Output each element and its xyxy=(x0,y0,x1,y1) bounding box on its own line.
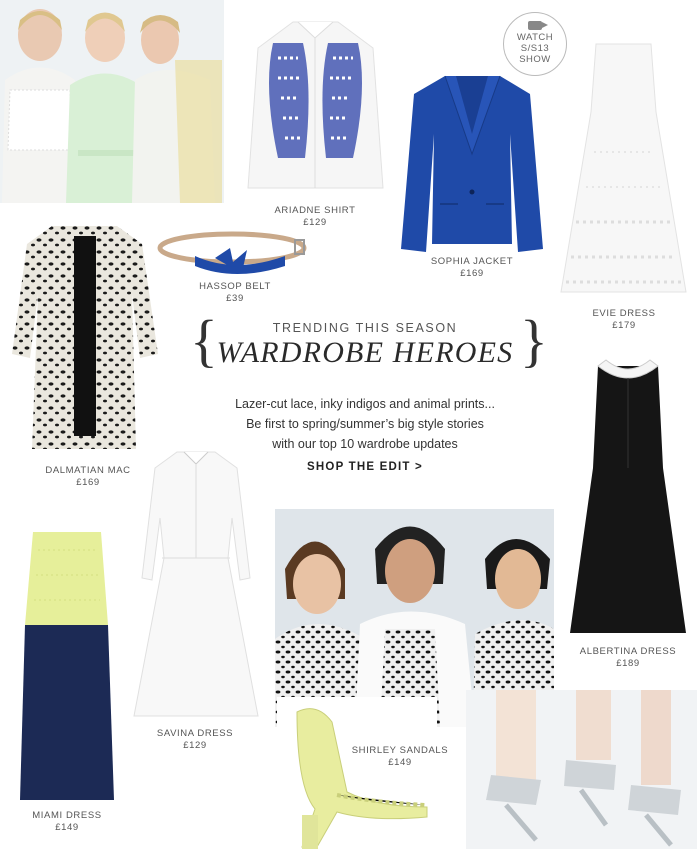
description-line: Be first to spring/summer’s big style stories xyxy=(246,417,484,431)
product-price: £169 xyxy=(76,477,100,488)
section-description xyxy=(200,394,530,454)
product-image-miami-dress[interactable] xyxy=(18,530,116,802)
left-brace: { xyxy=(190,308,218,373)
product-label-dalmatian-mac[interactable] xyxy=(28,465,148,489)
product-image-evie-dress[interactable] xyxy=(556,42,691,298)
product-price: £169 xyxy=(460,268,484,279)
description-line: Lazer-cut lace, inky indigos and animal prints... xyxy=(235,397,495,411)
product-name: HASSOP BELT xyxy=(199,281,271,292)
product-name: MIAMI DRESS xyxy=(32,810,102,821)
video-camera-icon xyxy=(528,21,542,30)
product-label-sophia-jacket[interactable] xyxy=(410,256,534,280)
product-price: £149 xyxy=(388,757,412,768)
product-image-shirley-sandals[interactable] xyxy=(277,697,437,849)
product-price: £149 xyxy=(55,822,79,833)
watch-label: WATCH xyxy=(516,32,554,43)
product-price: £39 xyxy=(226,293,244,304)
section-eyebrow: TRENDING THIS SEASON xyxy=(272,321,458,335)
product-label-savina-dress[interactable] xyxy=(135,728,255,752)
product-label-shirley-sandals[interactable] xyxy=(340,745,460,769)
product-image-dalmatian-mac[interactable] xyxy=(12,224,159,456)
product-image-ariadne-shirt[interactable] xyxy=(243,18,388,198)
product-image-sophia-jacket[interactable] xyxy=(400,74,544,256)
page-title: WARDROBE HEROES xyxy=(216,336,514,369)
product-label-miami-dress[interactable] xyxy=(8,810,126,834)
product-price: £179 xyxy=(612,320,636,331)
product-name: EVIE DRESS xyxy=(592,308,656,319)
product-price: £129 xyxy=(303,217,327,228)
watch-show-label: SHOW xyxy=(519,54,551,65)
product-label-evie-dress[interactable] xyxy=(566,308,682,332)
product-name: SAVINA DRESS xyxy=(156,728,234,739)
product-name: SOPHIA JACKET xyxy=(430,256,514,267)
product-name: ARIADNE SHIRT xyxy=(274,205,356,216)
runway-photo-sandals[interactable] xyxy=(466,690,697,849)
product-name: ALBERTINA DRESS xyxy=(579,646,677,657)
product-image-savina-dress[interactable] xyxy=(132,448,260,718)
right-brace: } xyxy=(520,308,548,373)
product-price: £129 xyxy=(183,740,207,751)
product-image-albertina-dress[interactable] xyxy=(568,358,688,636)
product-name: DALMATIAN MAC xyxy=(45,465,131,476)
product-label-albertina-dress[interactable] xyxy=(568,646,688,670)
shop-the-edit-link[interactable]: SHOP THE EDIT > xyxy=(307,461,423,473)
watch-season: S/S13 xyxy=(520,43,550,54)
description-line: with our top 10 wardrobe updates xyxy=(272,437,458,451)
product-price: £189 xyxy=(616,658,640,669)
runway-photo-top[interactable] xyxy=(0,0,224,203)
product-label-hassop-belt[interactable] xyxy=(180,281,290,305)
product-image-hassop-belt[interactable] xyxy=(155,226,310,278)
product-name: SHIRLEY SANDALS xyxy=(351,745,449,756)
